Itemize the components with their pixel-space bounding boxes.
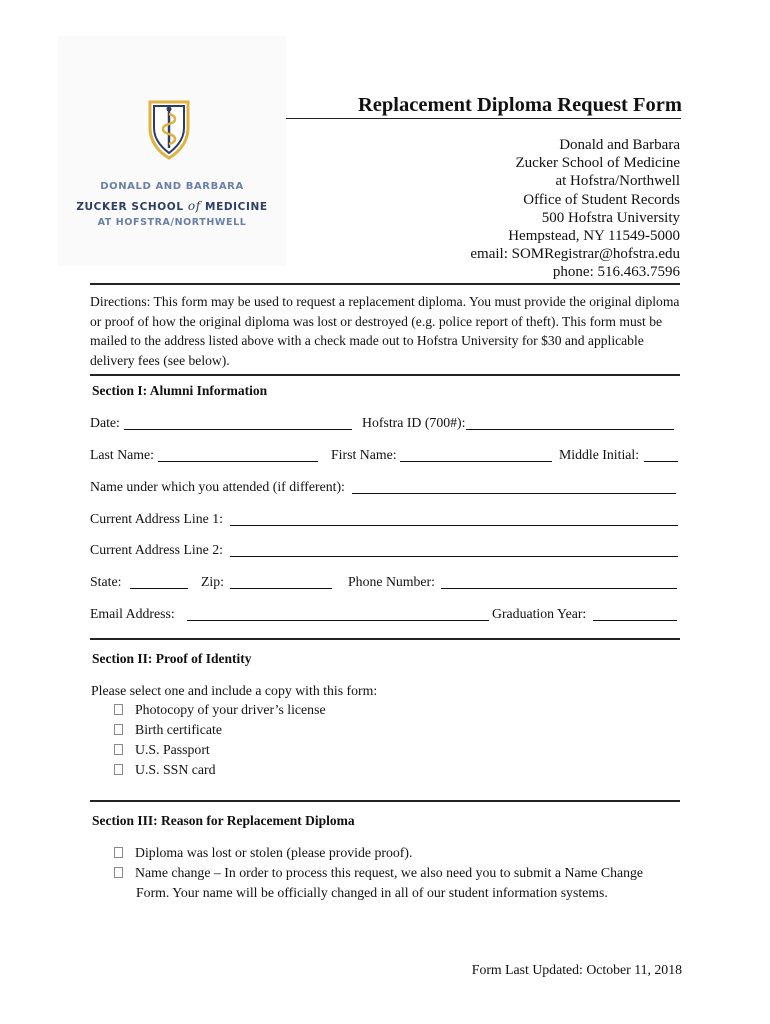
proof-option-ssn-card[interactable] (114, 762, 215, 778)
option-label: U.S. Passport (135, 742, 210, 757)
logo-line-2a: ZUCKER SCHOOL (76, 201, 184, 213)
proof-option-birth-certificate[interactable] (114, 722, 222, 738)
address2-field[interactable] (230, 542, 678, 557)
section1-divider (90, 374, 680, 376)
phone-label: Phone Number: (348, 574, 435, 589)
hofstra-id-field[interactable] (466, 415, 674, 430)
logo-line-2 (58, 199, 286, 213)
email-field[interactable] (187, 606, 489, 621)
state-field[interactable] (130, 574, 188, 589)
office-address (470, 136, 680, 282)
hofstra-id-label: Hofstra ID (700#): (362, 415, 466, 430)
section2-divider (90, 638, 680, 640)
option-label: Name change – In order to process this request, we also need you to submit a Name Change (135, 865, 644, 880)
checkbox[interactable] (114, 764, 123, 775)
first-name-field[interactable] (400, 447, 552, 462)
option-label: Diploma was lost or stolen (please provide proof). (135, 845, 413, 860)
reason-option-name-change[interactable] (114, 865, 643, 881)
address1-field[interactable] (230, 511, 678, 526)
name-attended-field[interactable] (352, 479, 676, 494)
address-line: 500 Hofstra University (541, 209, 680, 226)
logo-line-3: AT HOFSTRA/NORTHWELL (97, 217, 247, 228)
checkbox[interactable] (114, 867, 123, 878)
section2-instruction: Please select one and include a copy with this form: (91, 683, 378, 698)
title-underline (286, 118, 681, 119)
section1-title: Section I: Alumni Information (92, 383, 268, 398)
address-phone: phone: 516.463.7596 (552, 264, 680, 281)
zip-label: Zip: (201, 574, 224, 589)
checkbox[interactable] (114, 847, 123, 858)
logo-of: of (187, 199, 201, 213)
checkbox[interactable] (114, 724, 123, 735)
school-logo (58, 36, 286, 266)
option-label: Birth certificate (135, 722, 222, 737)
date-label: Date: (90, 415, 120, 430)
logo-line-2b: MEDICINE (205, 201, 268, 213)
last-name-label: Last Name: (90, 447, 154, 462)
name-attended-label: Name under which you attended (if different): (90, 479, 345, 494)
email-label: Email Address: (90, 606, 175, 621)
zip-field[interactable] (230, 574, 332, 589)
grad-year-field[interactable] (593, 606, 677, 621)
section3-divider (90, 800, 680, 802)
date-field[interactable] (124, 415, 352, 430)
section3-title: Section III: Reason for Replacement Diploma (92, 813, 355, 828)
section2-title: Section II: Proof of Identity (92, 651, 252, 666)
address-line: at Hofstra/Northwell (555, 173, 680, 190)
address2-label: Current Address Line 2: (90, 542, 223, 557)
checkbox[interactable] (114, 704, 123, 715)
address-email: email: SOMRegistrar@hofstra.edu (470, 246, 680, 263)
middle-initial-label: Middle Initial: (559, 447, 640, 462)
address-line: Donald and Barbara (559, 137, 680, 153)
phone-field[interactable] (441, 574, 677, 589)
header-divider (90, 283, 680, 285)
form-last-updated: Form Last Updated: October 11, 2018 (471, 962, 682, 977)
last-name-field[interactable] (158, 447, 318, 462)
address1-label: Current Address Line 1: (90, 511, 223, 526)
address-line: Office of Student Records (523, 191, 680, 208)
reason-option-name-change-cont: Form. Your name will be officially changed in all of our student information systems. (136, 885, 608, 900)
checkbox[interactable] (114, 744, 123, 755)
option-label: U.S. SSN card (135, 762, 216, 777)
address-line: Hempstead, NY 11549-5000 (508, 228, 680, 245)
reason-option-lost[interactable] (114, 845, 412, 861)
option-label: Photocopy of your driver’s license (135, 702, 326, 717)
proof-option-license[interactable] (114, 702, 326, 718)
form-title: Replacement Diploma Request Form (358, 94, 682, 116)
caduceus-shield-icon (146, 98, 192, 160)
proof-option-passport[interactable] (114, 742, 210, 758)
state-label: State: (90, 574, 122, 589)
grad-year-label: Graduation Year: (492, 606, 587, 621)
middle-initial-field[interactable] (644, 447, 678, 462)
first-name-label: First Name: (331, 447, 397, 462)
logo-line-1: DONALD AND BARBARA (100, 181, 244, 192)
address-line: Zucker School of Medicine (515, 155, 680, 172)
directions-text: Directions: This form may be used to request a replacement diploma. You must provide the original diploma or proof of how the original diploma was lost or destroyed (e.g. police report of theft). This form must be mailed to the address listed above with a check made out to Hofstra University for $30 and applicable delivery fees (see below). (90, 294, 680, 368)
